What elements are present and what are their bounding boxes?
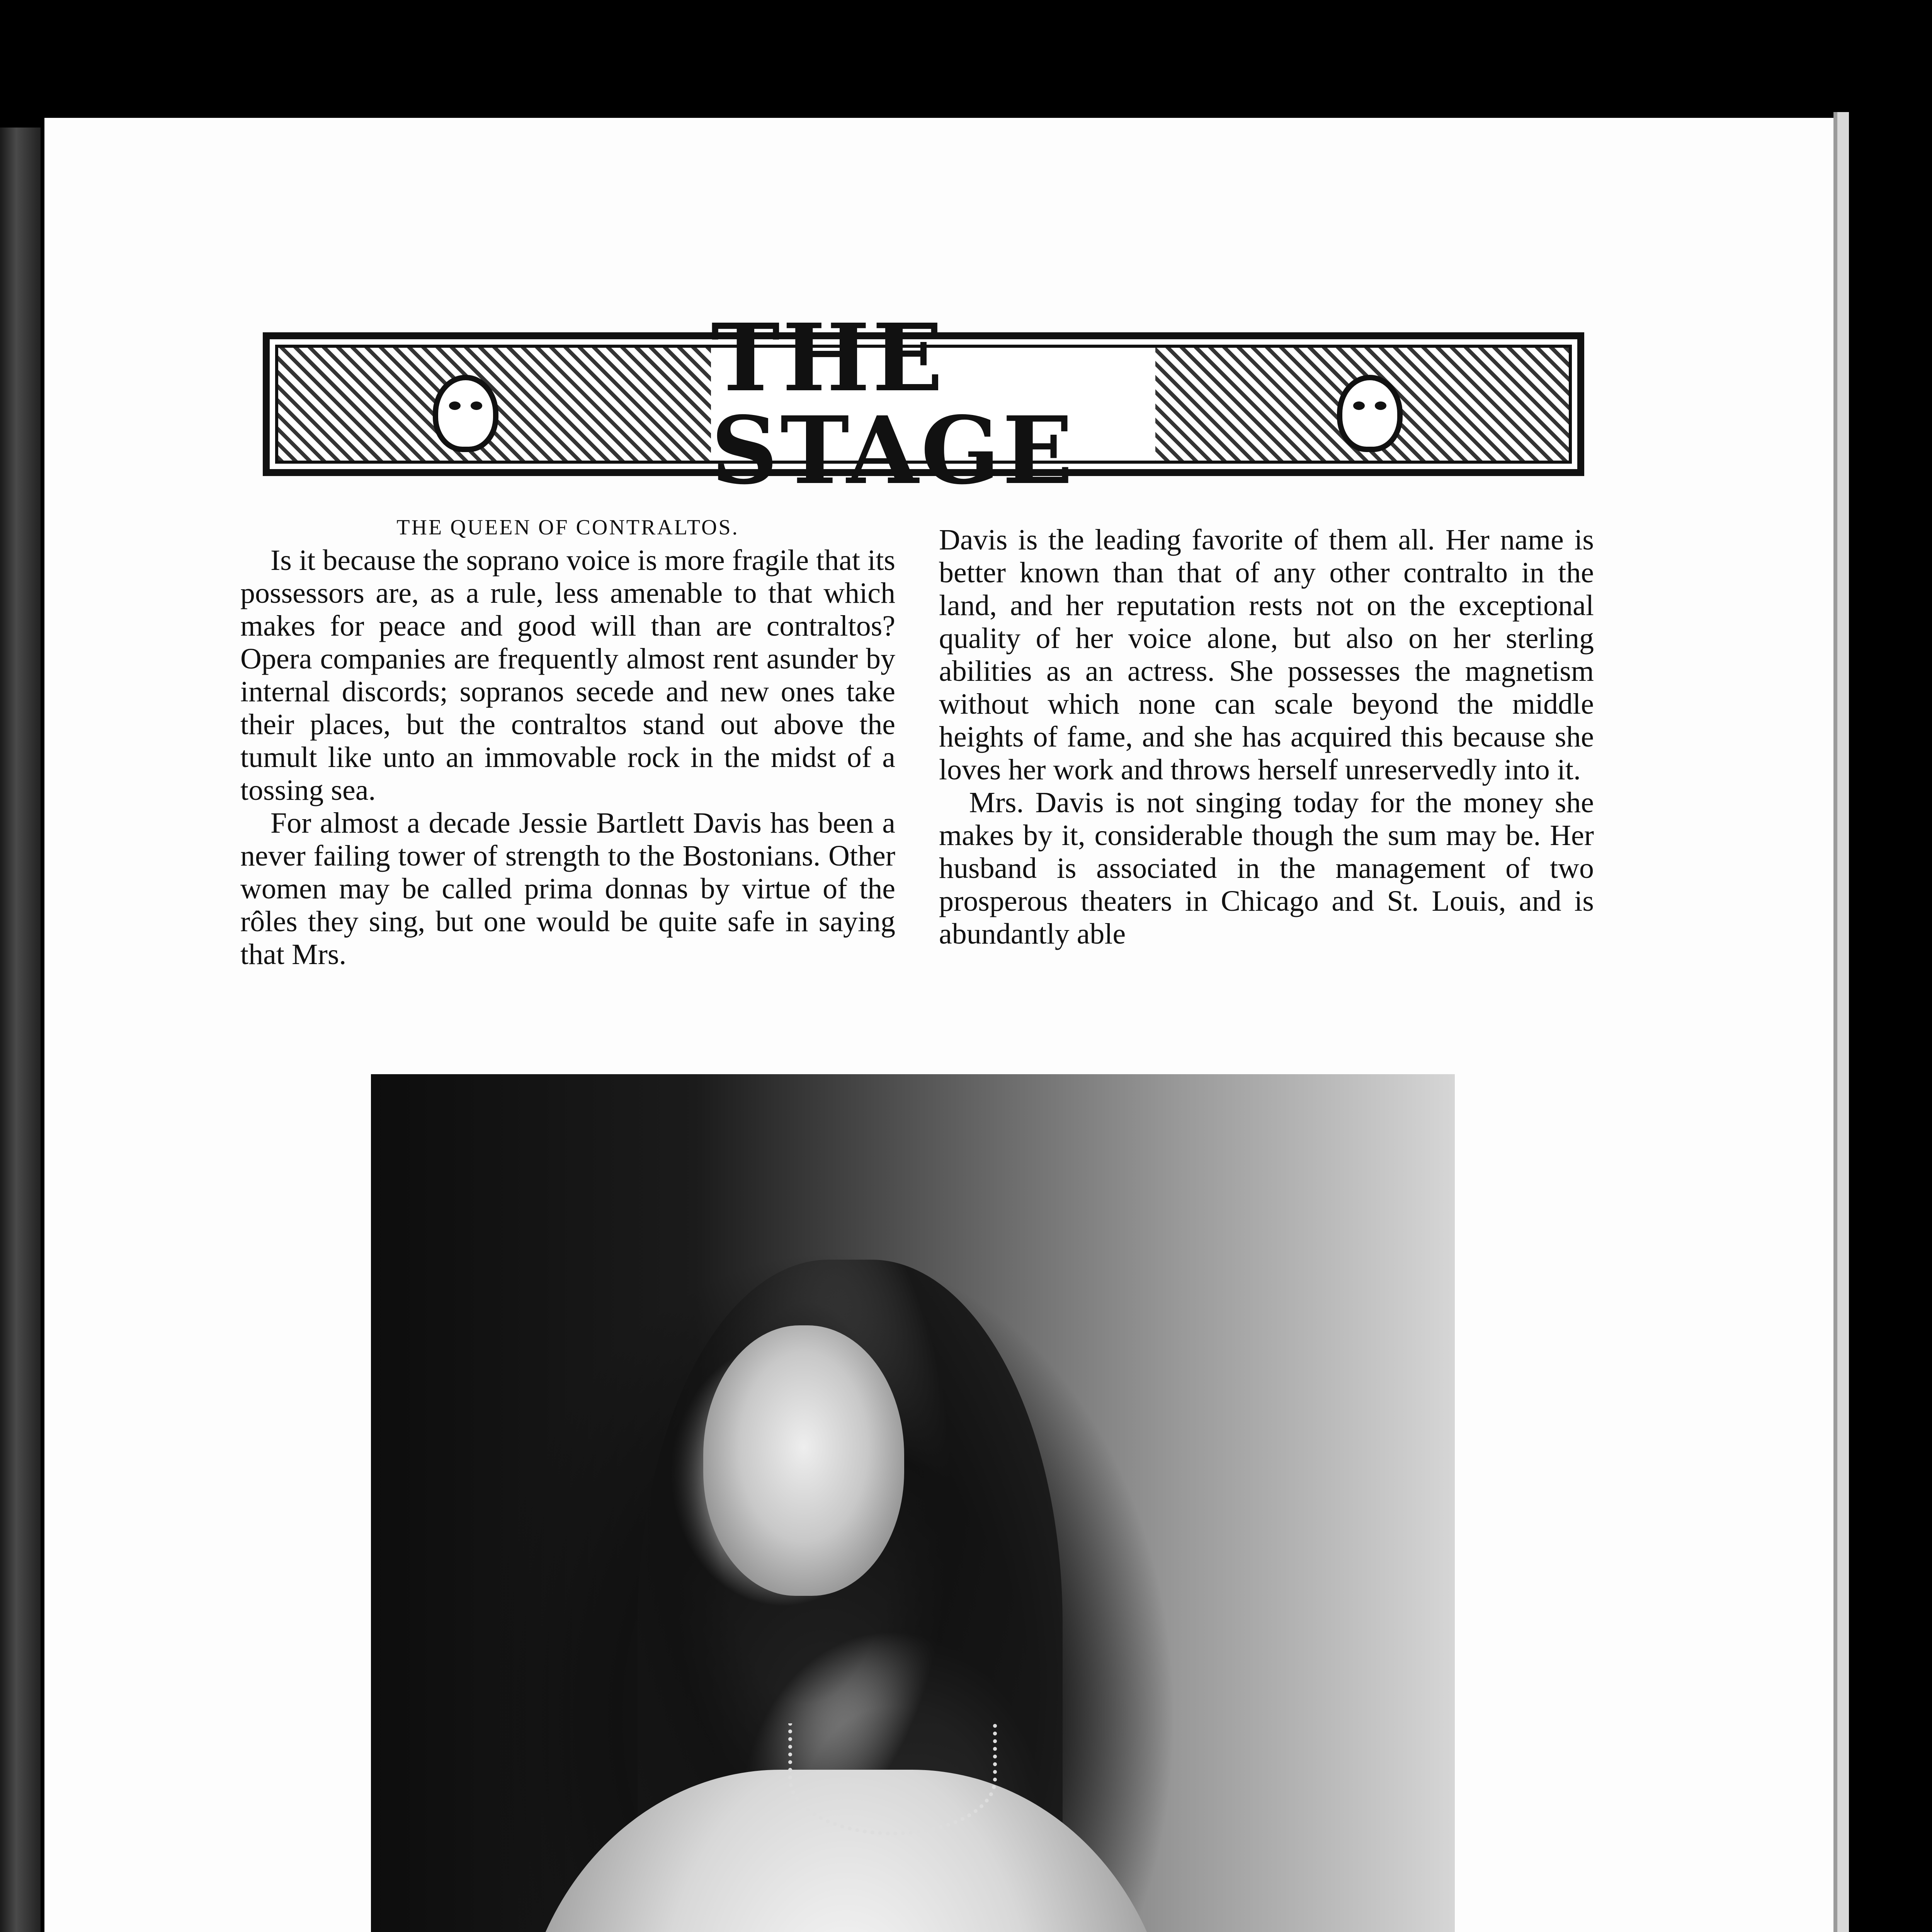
article-paragraph: Mrs. Davis is not singing today for the money she makes by it, considerable though the sum may be. Her husband is associated in the management of two prosperous theaters in Chicago and St. Louis, and is abundantly able: [939, 786, 1594, 950]
page-binding-edge: [1833, 112, 1849, 1932]
article-paragraph: Is it because the soprano voice is more fragile that its possessors are, as a rule, less amenable to that which makes for peace and good will than are contraltos? Opera companies are frequently almost rent asunder by internal discords; sopranos secede and new ones take their places, but the contraltos stand out above the tumult like unto an immovable rock in the midst of a tossing sea.: [240, 544, 895, 806]
section-title: THE STAGE: [711, 303, 1075, 505]
article-paragraph: For almost a decade Jessie Bartlett Davis has been a never failing tower of strength to the Bostonians. Other women may be called prima donnas by virtue of the rôles they sing, but one would be quite safe in saying that Mrs.: [240, 807, 895, 971]
portrait-photo: [371, 1074, 1455, 1932]
photo-necklace: [788, 1723, 997, 1835]
section-banner: [263, 303, 1584, 505]
article-paragraph: Davis is the leading favorite of them all. Her name is better known than that of any other contralto in the land, and her reputation rests not on the exceptional quality of her voice alone, but also on her sterling abilities as an actress. She possesses the magnetism without which none can scale beyond the middle heights of fame, and she has acquired this because she loves her work and throws herself unreservedly into it.: [939, 524, 1594, 786]
banner-title-box: [711, 303, 1155, 505]
banner-inner-border: [275, 303, 1572, 505]
photo-face: [703, 1325, 904, 1596]
article-column-right: [939, 524, 1594, 951]
theater-mask-icon: [433, 375, 498, 452]
theater-mask-icon: [1337, 375, 1403, 452]
left-page-edge: [0, 128, 41, 1932]
article-heading: THE QUEEN OF CONTRALTOS.: [396, 515, 739, 539]
article-column-left: [240, 514, 895, 971]
